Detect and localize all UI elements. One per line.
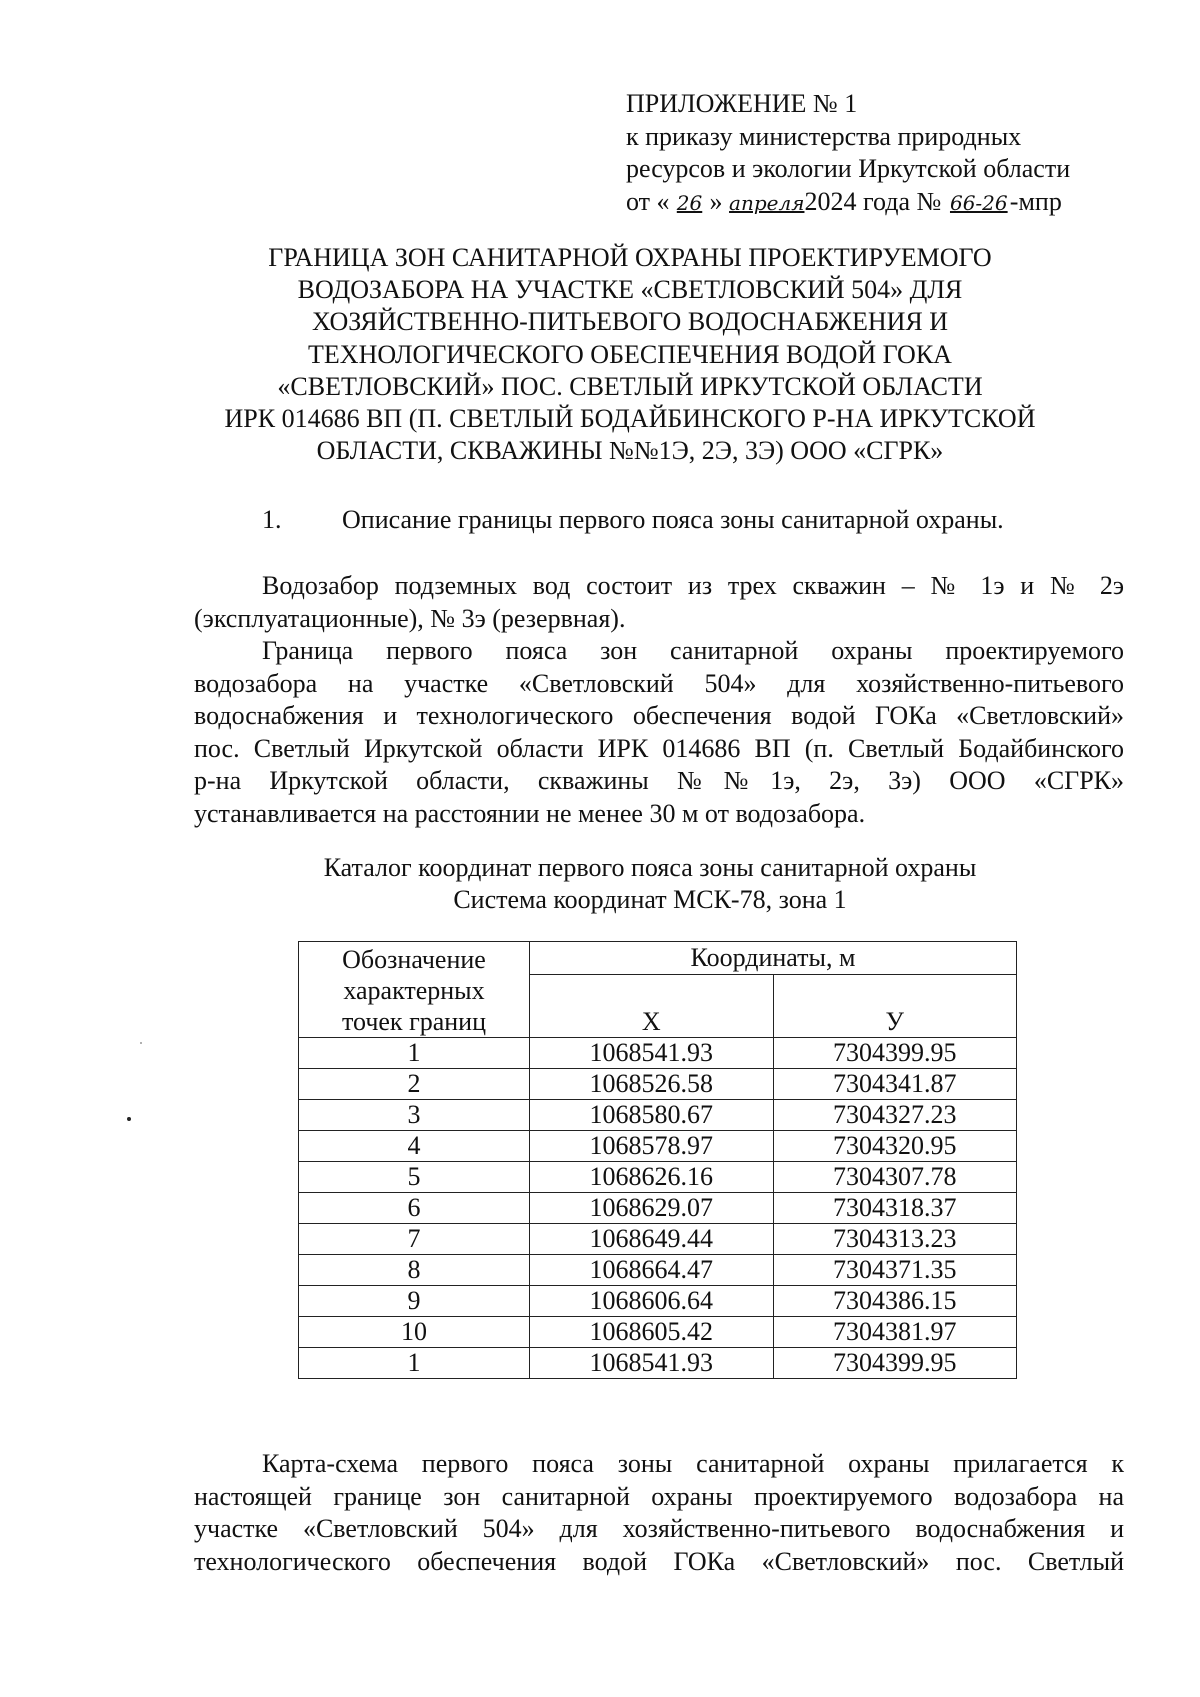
paragraph-line: технологического обеспечения водой ГОКа «Светловский» пос. Светлый [194,1546,1124,1576]
section-heading [262,504,1004,536]
table-row [299,1193,1017,1224]
title-line: «СВЕТЛОВСКИЙ» ПОС. СВЕТЛЫЙ ИРКУТСКОЙ ОБЛАСТИ [277,371,983,401]
table-body [299,1038,1017,1379]
cell-point: 9 [299,1286,530,1317]
cell-x: 1068526.58 [530,1069,774,1100]
paragraph-line: Водозабор подземных вод состоит из трех скважин – № 1э и № 2э [262,571,1124,600]
paragraph-line: р-на Иркутской области, скважины №№1э, 2э, 3э) ООО «СГРК» [194,766,1124,795]
cell-y: 7304327.23 [773,1100,1017,1131]
cell-point: 7 [299,1224,530,1255]
cell-y: 7304313.23 [773,1224,1017,1255]
date-prefix: от « [626,186,670,216]
cell-y: 7304320.95 [773,1131,1017,1162]
section-number: 1. [262,505,282,534]
cell-point: 2 [299,1069,530,1100]
year-text: 2024 года № [804,186,942,216]
cell-y: 7304307.78 [773,1162,1017,1193]
table-header-row [299,942,1017,975]
title-line: ОБЛАСТИ, СКВАЖИНЫ №№1Э, 2Э, 3Э) ООО «СГРК» [316,436,944,466]
handwritten-number: 66-26 [949,190,1008,215]
table-row [299,1162,1017,1193]
table-row [299,1286,1017,1317]
title-line: ХОЗЯЙСТВЕННО-ПИТЬЕВОГО ВОДОСНАБЖЕНИЯ И [311,307,949,337]
section-text: Описание границы первого пояса зоны санитарной охраны. [342,505,1004,534]
appendix-line-2: к приказу министерства природных [626,121,1022,151]
paragraph-line: настоящей границе зон санитарной охраны проектируемого водозабора на [194,1481,1124,1511]
header-designation [299,942,530,1038]
cell-x: 1068541.93 [530,1348,774,1379]
table-row [299,1069,1017,1100]
paragraph-boundary [194,635,1124,830]
cell-y: 7304386.15 [773,1286,1017,1317]
table-row [299,1038,1017,1069]
caption-line-2: Система координат МСК-78, зона 1 [453,885,847,914]
paragraph-line: водозабора на участке «Светловский 504» для хозяйственно-питьевого [194,668,1124,698]
header-x: X [530,975,774,1038]
paragraph-line: водоснабжения и технологического обеспечения водой ГОКа «Светловский» [194,701,1124,730]
appendix-date-line [626,186,1146,220]
table-row [299,1224,1017,1255]
appendix-line-3: ресурсов и экологии Иркутской области [626,154,1071,183]
cell-x: 1068606.64 [530,1286,774,1317]
handwritten-month: апреля [729,190,805,215]
cell-point: 4 [299,1131,530,1162]
cell-point: 1 [299,1038,530,1069]
cell-point: 3 [299,1100,530,1131]
title-line: ТЕХНОЛОГИЧЕСКОГО ОБЕСПЕЧЕНИЯ ВОДОЙ ГОКА [308,339,952,369]
coordinates-table [298,941,1017,1379]
cell-point: 1 [299,1348,530,1379]
cell-x: 1068580.67 [530,1100,774,1131]
cell-y: 7304381.97 [773,1317,1017,1348]
cell-x: 1068541.93 [530,1038,774,1069]
handwritten-day: 26 [676,190,703,215]
header-designation-line: Обозначение [342,945,486,974]
table-row [299,1131,1017,1162]
table-row [299,1317,1017,1348]
header-designation-line: точек границ [341,1007,487,1036]
header-y: У [773,975,1017,1038]
paragraph-intake [194,570,1124,635]
scan-speck [127,1117,131,1121]
header-designation-line: характерных [343,976,485,1005]
cell-x: 1068605.42 [530,1317,774,1348]
title-line: ГРАНИЦА ЗОН САНИТАРНОЙ ОХРАНЫ ПРОЕКТИРУЕМОГО [268,243,992,272]
table-row [299,1255,1017,1286]
cell-point: 5 [299,1162,530,1193]
cell-point: 10 [299,1317,530,1348]
header-coordinates: Координаты, м [530,942,1017,975]
cell-x: 1068649.44 [530,1224,774,1255]
cell-x: 1068664.47 [530,1255,774,1286]
cell-y: 7304399.95 [773,1348,1017,1379]
date-mid: » [709,186,723,216]
scan-speck [140,1042,142,1044]
table-row [299,1100,1017,1131]
paragraph-line: (эксплуатационные), № 3э (резервная). [194,603,626,633]
cell-y: 7304341.87 [773,1069,1017,1100]
appendix-heading: ПРИЛОЖЕНИЕ № 1 [626,89,858,118]
document-title [150,242,1110,467]
paragraph-line: устанавливается на расстоянии не менее 30 м от водозабора. [194,798,866,828]
paragraph-line: Граница первого пояса зон санитарной охраны проектируемого [262,636,1124,665]
cell-x: 1068629.07 [530,1193,774,1224]
caption-line-1: Каталог координат первого пояса зоны санитарной охраны [323,853,977,882]
cell-y: 7304371.35 [773,1255,1017,1286]
cell-point: 6 [299,1193,530,1224]
cell-x: 1068626.16 [530,1162,774,1193]
table-row [299,1348,1017,1379]
cell-y: 7304318.37 [773,1193,1017,1224]
title-line: ВОДОЗАБОРА НА УЧАСТКЕ «СВЕТЛОВСКИЙ 504» ДЛЯ [297,275,963,305]
paragraph-line: пос. Светлый Иркутской области ИРК 014686 ВП (п. Светлый Бодайбинского [194,733,1124,763]
number-suffix: -мпр [1009,186,1062,216]
paragraph-line: участке «Светловский 504» для хозяйственно-питьевого водоснабжения и [194,1514,1124,1543]
cell-point: 8 [299,1255,530,1286]
paragraph-line: Карта-схема первого пояса зоны санитарной охраны прилагается к [262,1449,1124,1478]
cell-y: 7304399.95 [773,1038,1017,1069]
paragraph-map-scheme [194,1448,1124,1578]
title-line: ИРК 014686 ВП (П. СВЕТЛЫЙ БОДАЙБИНСКОГО Р-НА ИРКУТСКОЙ [224,404,1036,434]
cell-x: 1068578.97 [530,1131,774,1162]
appendix-block [626,88,1146,219]
table-caption [220,852,1080,916]
